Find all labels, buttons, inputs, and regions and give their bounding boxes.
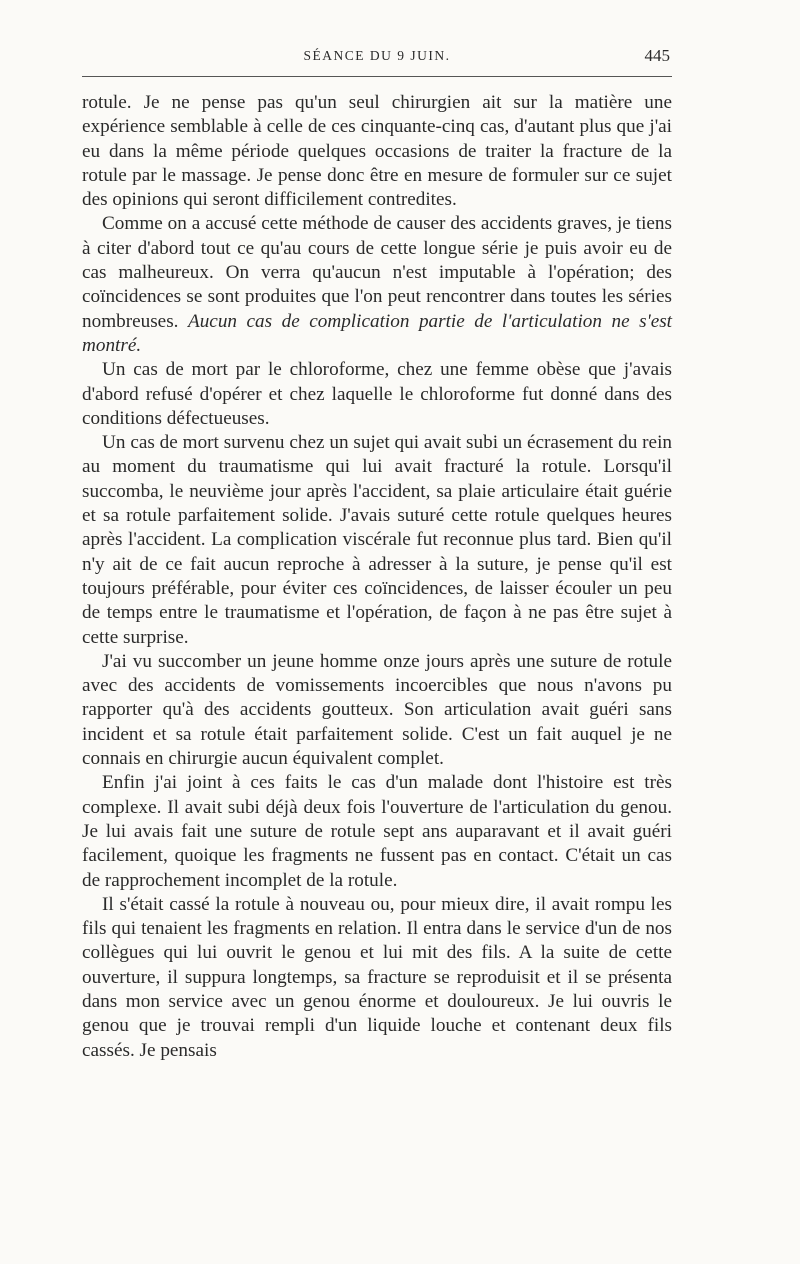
paragraph-5: J'ai vu succomber un jeune homme onze jours après une suture de rotule avec des accidents de vomissements incoercibles que nous n'avons pu rapporter qu'à des accidents goutteux. Son articulation avait guéri sans incident et sa rotule était parfaitement solide. C'est un fait auquel je ne connais en chirurgie aucun équivalent complet.	[82, 650, 672, 770]
paragraph-2-text: Comme on a accusé cette méthode de causer des accidents graves, je tiens à citer d'abord tout ce qu'au cours de cette longue série je puis avoir eu de cas malheureux. On verra qu'aucun n'est imputable à l'opération; des coïncidences se sont produites que l'on peut rencontrer dans toutes les séries nombreuses.	[82, 213, 672, 332]
header-rule	[82, 76, 672, 77]
page-number: 445	[644, 46, 670, 65]
running-header	[82, 44, 672, 72]
paragraph-6: Enfin j'ai joint à ces faits le cas d'un malade dont l'histoire est très complexe. Il avait subi déjà deux fois l'ouverture de l'articulation du genou. Je lui avais fait une suture de rotule sept ans auparavant et il avait guéri facilement, quoique les fragments ne fussent pas en contact. C'était un cas de rapprochement incomplet de la rotule.	[82, 772, 672, 891]
page	[82, 44, 672, 1063]
body-text	[82, 91, 672, 1063]
paragraph-7: Il s'était cassé la rotule à nouveau ou, pour mieux dire, il avait rompu les fils qui tenaient les fragments en relation. Il entra dans le service d'un de nos collègues qui lui ouvrit le genou et lui mit des fils. A la suite de cette ouverture, il suppura longtemps, sa fracture se reproduisit et il se présenta dans mon service avec un genou énorme et douloureux. Je lui ouvris le genou que je trouvai rempli d'un liquide louche et contenant deux fils cassés. Je pensais	[82, 893, 672, 1061]
paragraph-2-italic: Aucun cas de complication partie de l'articulation ne s'est montré.	[82, 310, 673, 356]
paragraph-4: Un cas de mort survenu chez un sujet qui avait subi un écrasement du rein au moment du traumatisme qui lui avait fracturé la rotule. Lorsqu'il succomba, le neuvième jour après l'accident, sa plaie articulaire était guérie et sa rotule parfaitement solide. J'avais suturé cette rotule quelques heures après l'accident. La complication viscérale fut reconnue plus tard. Bien qu'il n'y ait de ce fait aucun reproche à adresser à la suture, je pense qu'il est toujours préférable, pour éviter ces coïncidences, de laisser écouler un peu de temps entre le traumatisme et l'opération, de façon à ne pas être sujet à cette surprise.	[82, 432, 672, 648]
running-title: SÉANCE DU 9 JUIN.	[303, 48, 451, 63]
paragraph-3: Un cas de mort par le chloroforme, chez une femme obèse que j'avais d'abord refusé d'opérer et chez laquelle le chloroforme fut donné dans des conditions défectueuses.	[82, 359, 672, 429]
paragraph-2	[82, 212, 672, 358]
paragraph-1: rotule. Je ne pense pas qu'un seul chirurgien ait sur la matière une expérience semblable à celle de ces cinquante-cinq cas, d'autant plus que j'ai eu dans la même période quelques occasions de traiter la fracture de la rotule par le massage. Je pense donc être en mesure de formuler sur ce sujet des opinions qui seront difficilement contredites.	[82, 92, 672, 211]
